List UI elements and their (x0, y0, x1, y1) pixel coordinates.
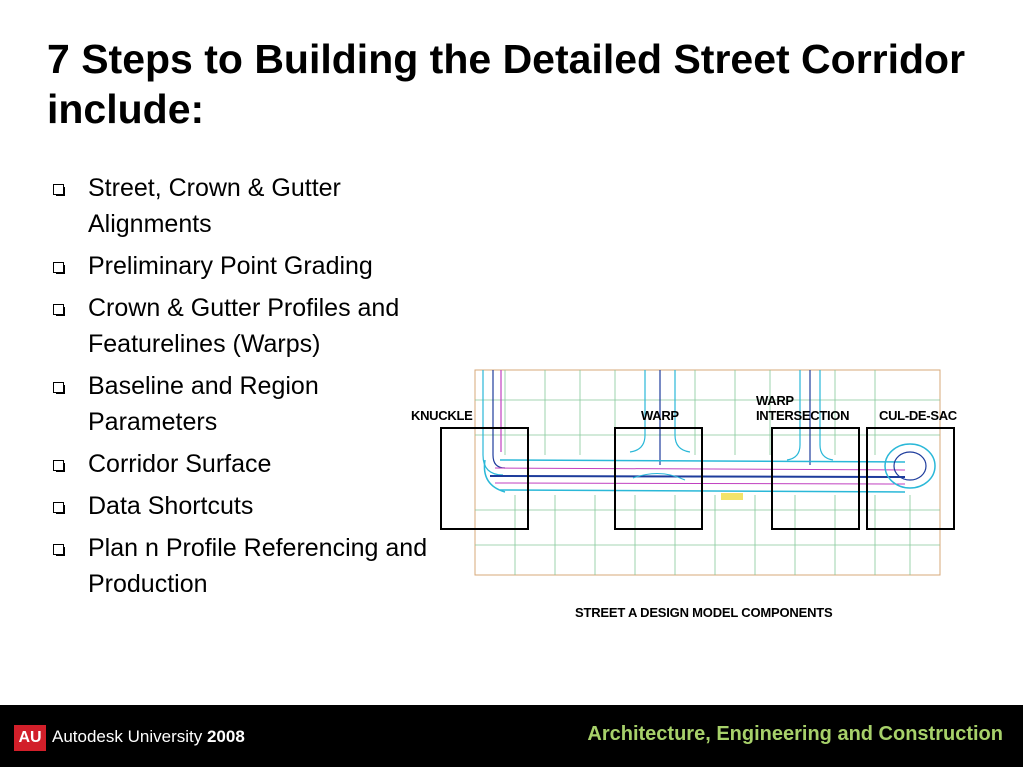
checkbox-bullet-icon (53, 262, 64, 273)
bullet-item (44, 368, 444, 440)
bullet-text: Data Shortcuts (88, 492, 254, 520)
footer-bar (0, 705, 1023, 767)
checkbox-bullet-icon (53, 184, 64, 195)
street-design-figure (405, 360, 965, 630)
street-plan-drawing (405, 360, 965, 630)
checkbox-bullet-icon (53, 502, 64, 513)
warp-label: WARP (641, 408, 679, 423)
figure-caption: STREET A DESIGN MODEL COMPONENTS (575, 605, 833, 620)
checkbox-bullet-icon (53, 460, 64, 471)
bullet-item (44, 446, 444, 482)
bullet-text: Preliminary Point Grading (88, 252, 373, 280)
bullet-text: Crown & Gutter Profiles and Featurelines (Warps) (88, 294, 400, 358)
bullet-text: Corridor Surface (88, 450, 272, 478)
brand-text: Autodesk University (52, 727, 203, 746)
bullet-text: Plan n Profile Referencing and Production (88, 534, 428, 598)
checkbox-bullet-icon (53, 382, 64, 393)
bullet-text: Street, Crown & Gutter Alignments (88, 174, 341, 238)
cul-de-sac-label: CUL-DE-SAC (879, 408, 957, 423)
knuckle-label: KNUCKLE (411, 408, 473, 423)
bullet-item (44, 488, 444, 524)
au-logo-icon: AU (14, 725, 46, 751)
brand-year: 2008 (206, 727, 245, 746)
warp-intersection-label-line1: WARP (756, 393, 794, 408)
track-title: Architecture, Engineering and Construction (587, 723, 1003, 745)
bullet-text: Baseline and Region Parameters (88, 372, 319, 436)
checkbox-bullet-icon (53, 544, 64, 555)
bullet-item (44, 248, 444, 284)
checkbox-bullet-icon (53, 304, 64, 315)
bullet-item (44, 530, 444, 602)
bullet-list (44, 170, 444, 608)
warp-intersection-label-line2: INTERSECTION (756, 408, 850, 423)
bullet-item (44, 170, 444, 242)
brand-name (52, 727, 245, 747)
bullet-item (44, 290, 444, 362)
slide-title: 7 Steps to Building the Detailed Street Corridor include: (47, 36, 966, 132)
